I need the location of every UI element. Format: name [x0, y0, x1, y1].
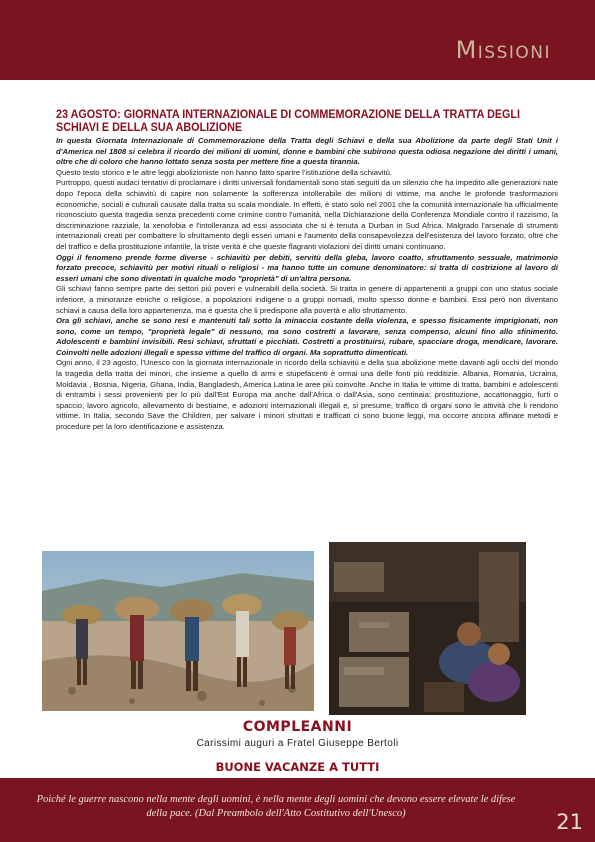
birthdays-title: COMPLEANNI: [242, 719, 353, 735]
header-band: [0, 0, 595, 80]
article-paragraph: In questa Giornata Internazionale di Commemorazione della Tratta degli Schiavi e della sua Abolizione da parte degli Stati Unit i d'America nel 1808 si celebra il ricordo dei milioni di uomini, donne e bambini che subirono questa odiosa negazione dei diritti i umani, oltre che di coloro che hanno lottato senza sosta per mettere fine a questa tirannia.: [56, 136, 558, 167]
article-paragraph: Ora gli schiavi, anche se sono resi e mantenuti tali sotto la minaccia costante della violenza, e spesso fisicamente imprigionati, non sono, come un tempo, "proprietà legale" di nessuno, ma sono costretti a lavorare, senza compenso, alcuni fino allo sfinimento. Adolescenti e bambini invisibili. Resi schiavi, sfruttati e picchiati. Costretti a prostituirsi, rubare, spacciare droga, mendicare, lavorare. Coinvolti nelle adozioni illegali e spesso vittime del traffico di organi. Ma soprattutto dimenticati.: [56, 316, 558, 357]
footer-quote: Poiché le guerre nascono nella mente degli uomini, è nella mente degli uomini che devono essere elevate le difese della pace. (Dal Preambolo dell'Atto Costitutivo dell'Unesco): [36, 794, 516, 819]
article-title: 23 AGOSTO: GIORNATA INTERNAZIONALE DI COMMEMORAZIONE DELLA TRATTA DEGLI SCHIAVI E DELLA SUA ABOLIZIONE: [56, 108, 521, 134]
article-paragraph: Oggi il fenomeno prende forme diverse - schiavitù per debiti, servitù della gleba, lavoro coatto, sfruttamento sessuale, matrimonio forzato precoce, schiavitù per motivi rituali o religiosi - ma hanno tutte un comune denominatore: si tratta di costrizione al lavoro di esseri umani che sono diventati in qualche modo "proprietà" di un'altra persona.: [56, 252, 558, 283]
article-paragraph: Gli schiavi fanno sempre parte dei settori più poveri e vulnerabili della società. Si tratta in genere di appartenenti a gruppi con uno status sociale inferiore, a minoranze etniche o religiose, a popolazioni indigene o a gruppi nomadi, molto spesso donne e bambini. Essi però non diventano schiavi a causa della loro appartenenza, ma è questa che li predispone alla povertà e allo sfruttamento.: [56, 284, 558, 315]
article-paragraph: Questo testo storico e le altre leggi abolizioniste non hanno fatto sparire l'istituzione della schiavitù.: [56, 167, 393, 177]
page-number: 21: [556, 810, 583, 834]
article: [56, 109, 558, 433]
birthdays-text: Carissimi auguri a Fratel Giuseppe Bertoli: [196, 738, 399, 749]
article-paragraph: Ogni anno, il 23 agosto, l'Unesco con la giornata internazionale in ricordo della schiavitù e della sua abolizione mette davanti agli occhi del mondo la tragedia della tratta dei minori, che insieme a quello di armi e stupefacenti è ormai una delle fonti più redditizie. Albania, Romania, Ucraina, Moldavia , Bosnia, Nigeria, Ghana, India, Bangladesh, America Latina le aree più coinvolte. Anche in Italia le vittime di tratta, bambini e adolescenti di entrambi i sessi provenienti per lo più dall'Est Europa ma anche dall'Africa o dall'Asia, sono centinaia: prostituzione, accattonaggio, furti o spaccio, lavoro agricolo, allevamento di bestiame, e adozioni internazionali illegali e, si presume, traffico di organi sono le attività che li rendono vittime. In Italia, secondo Save the Children, per salvare i minori sfruttati e trafficati ci sono buone leggi, ma occorre ancora affinare metodi e procedure per la loro identificazione e assistenza.: [56, 358, 558, 432]
photo-children-in-room: [329, 542, 526, 715]
article-paragraph: Purtroppo, questi audaci tentativi di proclamare i diritti universali fondamentali sono stati seguiti da un silenzio che ha impedito alle generazioni nate dopo l'epoca della schiavitù di capire non solamente la sofferenza intollerabile dei milioni di vittime, ma anche le profonde trasformazioni economiche, sociali e culturali causate dalla tratta su scala mondiale. In effetti, è stato solo nel 2001 che la comunità internazionale ha ufficialmente riconosciuto questa tragedia senza precedenti come crimine contro l'umanità, nella Dichiarazione della Conferenza Mondiale contro il razzismo, la discriminazione razziale, la xenofobia e l'intolleranza ad essi associata che si è tenuta a Durban in Sud Africa. Malgrado l'arsenale di strumenti internazionali creati per combattere lo sfruttamento degli esseri umani e l'aumento della consapevolezza dell'esistenza del lavoro forzato, oltre che del traffico e della prostituzione infantile, la triste verità è che queste flagranti violazioni dei diritti umani continuano.: [56, 178, 558, 251]
article-body: [56, 136, 558, 433]
holiday-greeting: BUONE VACANZE A TUTTI: [215, 760, 380, 774]
section-title: Missioni: [455, 36, 551, 64]
photo-children-carrying-baskets: [42, 551, 314, 711]
